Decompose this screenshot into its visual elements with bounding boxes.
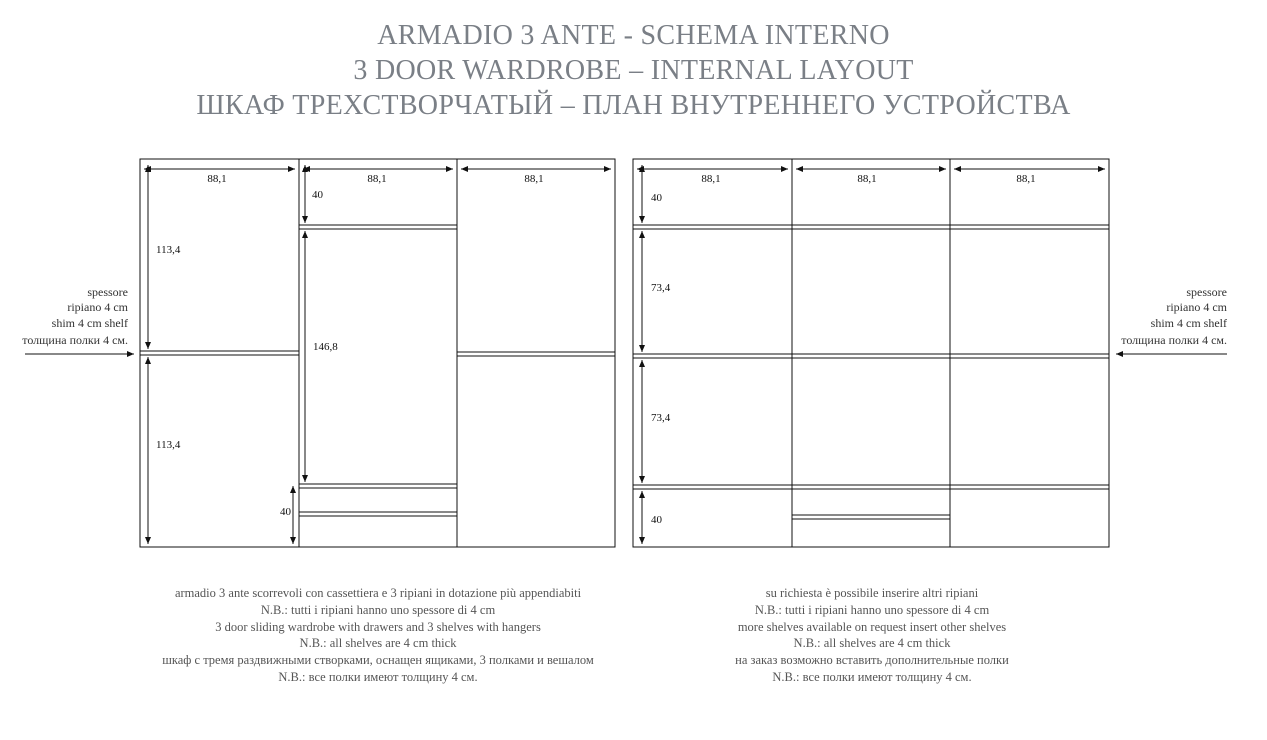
left-col3-shelf [457, 352, 615, 356]
left-col1-bottom-label: 113,4 [156, 439, 181, 451]
right-top-label: 40 [651, 192, 662, 204]
right-middle-upper-label: 73,4 [651, 282, 671, 294]
title-english: 3 DOOR WARDROBE – INTERNAL LAYOUT [353, 55, 914, 86]
shelf-note-right-line-4: толщина полки 4 см. [1121, 333, 1227, 347]
left-col2-middle-label: 146,8 [313, 341, 338, 353]
caption-left-line-1: armadio 3 ante scorrevoli con cassettiera e 3 ripiani in dotazione più appendiabiti [174, 586, 582, 600]
caption-left-line-6: N.B.: все полки имеют толщину 4 см. [278, 669, 478, 684]
title-italian: ARMADIO 3 ANTE - SCHEMA INTERNO [377, 20, 890, 51]
shelf-note-left-line-2: ripiano 4 cm [67, 300, 128, 314]
shelf-note-left-line-4: толщина полки 4 см. [22, 333, 128, 347]
caption-right-line-4: N.B.: all shelves are 4 cm thick [793, 636, 951, 651]
left-width-label-1: 88,1 [207, 173, 227, 185]
right-middle-lower-label: 73,4 [651, 412, 671, 424]
right-top-shelf [633, 225, 1109, 229]
right-width-label-3: 88,1 [1016, 173, 1036, 185]
left-drawer-shelf-2 [299, 512, 457, 516]
shelf-note-right-line-2: ripiano 4 cm [1166, 300, 1227, 314]
left-outer-frame [140, 159, 615, 547]
right-bottom-shelf [633, 485, 1109, 489]
right-drawer-shelf [792, 515, 950, 519]
caption-right-line-2: N.B.: tutti i ripiani hanno uno spessore di 4 cm [754, 602, 990, 617]
right-width-label-2: 88,1 [857, 173, 877, 185]
right-bottom-label: 40 [651, 514, 662, 526]
caption-right [622, 585, 1122, 686]
shelf-note-left-line-1: spessore [87, 285, 128, 299]
caption-right-line-3: more shelves available on request insert other shelves [737, 619, 1007, 634]
shelf-note-left-line-3: shim 4 cm shelf [51, 316, 128, 330]
title-russian: ШКАФ ТРЕХСТВОРЧАТЫЙ – ПЛАН ВНУТРЕННЕГО УСТРОЙСТВА [196, 90, 1071, 121]
left-col1-top-label: 113,4 [156, 244, 181, 256]
right-wardrobe [633, 159, 1109, 547]
left-wardrobe [140, 159, 615, 547]
shelf-note-right-line-3: shim 4 cm shelf [1150, 316, 1227, 330]
shelf-note-right [1116, 285, 1228, 354]
caption-right-line-5: на заказ возможно вставить дополнительные полки [735, 653, 1009, 668]
left-width-label-3: 88,1 [524, 173, 544, 185]
left-col1-shelf [140, 351, 299, 355]
caption-left-line-3: 3 door sliding wardrobe with drawers and 3 shelves with hangers [215, 619, 541, 634]
left-col2-top-shelf [299, 225, 457, 229]
caption-right-line-6: N.B.: все полки имеют толщину 4 см. [772, 669, 972, 684]
shelf-note-left [22, 285, 134, 354]
left-col2-top-label: 40 [312, 189, 323, 201]
shelf-note-right-line-1: spessore [1186, 285, 1227, 299]
left-width-label-2: 88,1 [367, 173, 387, 185]
caption-left [128, 585, 628, 686]
caption-right-line-1: su richiesta è possibile inserire altri ripiani [765, 586, 979, 600]
left-drawer-shelf-1 [299, 484, 457, 488]
caption-left-line-2: N.B.: tutti i ripiani hanno uno spessore di 4 cm [260, 602, 496, 617]
caption-left-line-5: шкаф с тремя раздвижными створками, оснащен ящиками, 3 полками и вешалом [162, 653, 594, 668]
caption-left-line-4: N.B.: all shelves are 4 cm thick [299, 636, 457, 651]
left-col2-drawer-label: 40 [280, 506, 291, 518]
right-middle-shelf [633, 354, 1109, 358]
right-width-label-1: 88,1 [701, 173, 721, 185]
